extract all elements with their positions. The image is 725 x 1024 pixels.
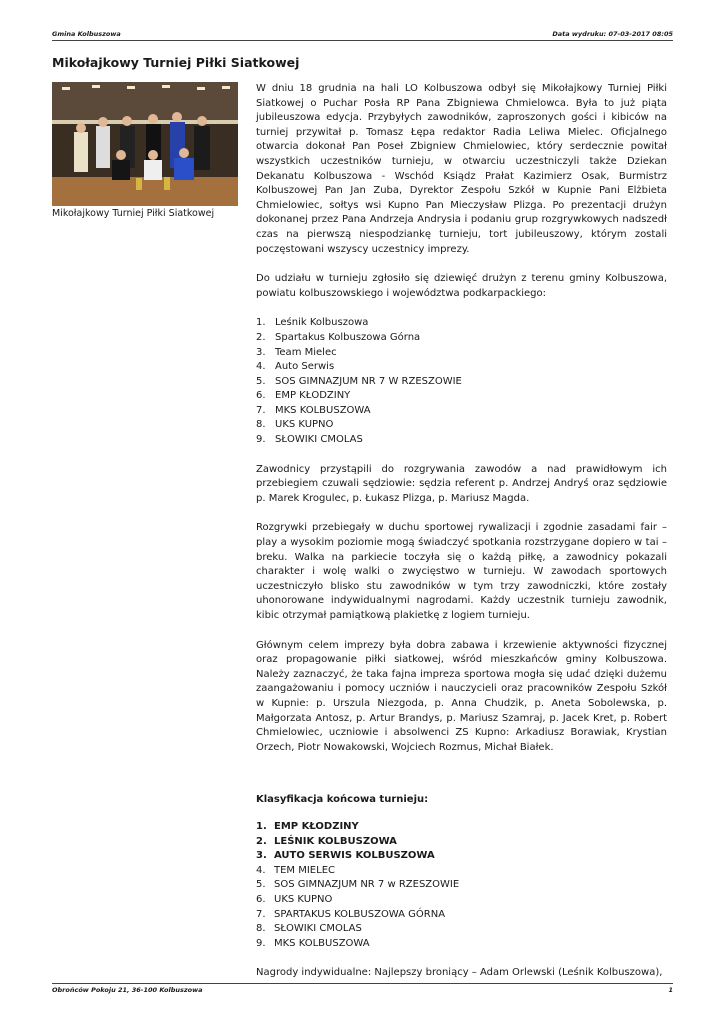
page-footer bbox=[52, 983, 673, 995]
list-item: 3. Team Mielec bbox=[256, 346, 337, 358]
list-item: 9. MKS KOLBUSZOWA bbox=[256, 937, 370, 949]
list-item: 2. LEŚNIK KOLBUSZOWA bbox=[256, 835, 397, 847]
list-item: 4. TEM MIELEC bbox=[256, 864, 336, 876]
classification-heading: Klasyfikacja końcowa turnieju: bbox=[256, 794, 429, 806]
team-photo bbox=[52, 82, 238, 206]
header-org: Gmina Kolbuszowa bbox=[52, 30, 121, 38]
paragraph-referees: Zawodnicy przystąpili do rozgrywania zawodów a nad prawidłowym ich przebiegiem czuwali sędziowie: sędzia referent p. Andrzej Andryś oraz sędziowie p. Marek Krogulec, p. Łukasz Plizga, p. Mariusz Magda. bbox=[256, 463, 667, 504]
list-item: 9. SŁOWIKI CMOLAS bbox=[256, 434, 363, 446]
paragraph-games: Rozgrywki przebiegały w duchu sportowej rywalizacji i zgodnie zasadami fair – play a wysokim poziomie mogą świadczyć spotkania rozstrzygane dopiero w tai – breku. Walka na parkiecie toczyła się o każdą piłkę, a zawodnicy pokazali charakter i wolę walki o zwycięstwo w turnieju. W zawodach sportowych uczestniczyło blisko stu zawodników w tym trzy zawodniczki, które zostały uhonorowane indywidualnymi nagrodami. Każdy uczestnik turnieju zawodnik, kibic otrzymał pamiątkową plakietkę z logiem turnieju. bbox=[256, 522, 667, 621]
page-header bbox=[52, 30, 673, 41]
header-print-date: Data wydruku: 07-03-2017 08:05 bbox=[552, 30, 673, 38]
list-item: 6. EMP KŁODZINY bbox=[256, 390, 351, 402]
teams-list bbox=[256, 316, 667, 447]
photo-caption: Mikołajkowy Turniej Piłki Siatkowej bbox=[52, 208, 215, 219]
list-item: 3. AUTO SERWIS KOLBUSZOWA bbox=[256, 850, 435, 862]
page-number: 1 bbox=[668, 986, 673, 994]
list-item: 8. UKS KUPNO bbox=[256, 419, 334, 431]
ranking-list bbox=[256, 820, 667, 951]
list-item: 8. SŁOWIKI CMOLAS bbox=[256, 923, 362, 935]
list-item: 7. SPARTAKUS KOLBUSZOWA GÓRNA bbox=[256, 908, 446, 920]
list-item: 2. Spartakus Kolbuszowa Górna bbox=[256, 331, 421, 343]
list-item: 1. EMP KŁODZINY bbox=[256, 820, 359, 832]
list-item: 1. Leśnik Kolbuszowa bbox=[256, 317, 369, 329]
footer-address: Obrońców Pokoju 21, 36-100 Kolbuszowa bbox=[52, 986, 203, 994]
paragraph-intro: W dniu 18 grudnia na hali LO Kolbuszowa odbył się Mikołajkowy Turniej Piłki Siatkowej o Puchar Posła RP Pana Zbigniewa Chmielowca. Była to już piąta jubileuszowa edycja. Przybyłych zawodników, zaproszonych gości i kibiców na turniej przywitał p. Tomasz Łępa redaktor Radia Leliwa Mielec. Oficjalnego otwarcia dokonał Pan Poseł Zbigniew Chmielowiec, który serdecznie powitał wszystkich uczestników turnieju, w otwarciu uczestniczyli także Dziekan Dekanatu Kolbuszowa - Wschód Ksiądz Prałat Kazimierz Osak, Burmistrz Kolbuszowej Pan Jan Zuba, Dyrektor Zespołu Szkół w Kupnie Pani Elżbieta Chmielowiec, sołtys wsi Kupno Pan Mieczysław Plizga. Po prezentacji drużyn dokonanej przez Pana Andrzeja Andrysia i podaniu grup rozgrywkowych nadszedł czas na pierwszą niespodziankę turnieju, tort jubileuszowy, którym zostali poczęstowani wszyscy uczestnicy imprezy. bbox=[256, 83, 667, 255]
paragraph-awards: Nagrody indywidualne: Najlepszy broniący – Adam Orlewski (Leśnik Kolbuszowa), bbox=[256, 967, 663, 979]
team-photo-image bbox=[52, 82, 238, 206]
list-item: 4. Auto Serwis bbox=[256, 361, 335, 373]
list-item: 7. MKS KOLBUSZOWA bbox=[256, 404, 371, 416]
list-item: 6. UKS KUPNO bbox=[256, 893, 333, 905]
list-item: 5. SOS GIMNAZJUM NR 7 w RZESZOWIE bbox=[256, 879, 460, 891]
article-title: Mikołajkowy Turniej Piłki Siatkowej bbox=[52, 55, 300, 70]
list-item: 5. SOS GIMNAZJUM NR 7 W RZESZOWIE bbox=[256, 375, 462, 387]
paragraph-teams-intro: Do udziału w turnieju zgłosiło się dziewięć drużyn z terenu gminy Kolbuszowa, powiatu kolbuszowskiego i województwa podkarpackiego: bbox=[256, 273, 667, 299]
paragraph-goal: Głównym celem imprezy była dobra zabawa i krzewienie aktywności fizycznej oraz propagowanie piłki siatkowej, wśród mieszkańców gminy Kolbuszowa. Należy zaznaczyć, że taka fajna impreza sportowa mogła się udać dzięki dużemu zaangażowaniu i pomocy uczniów i nauczycieli oraz pracowników Zespołu Szkół w Kupnie: p. Urszula Niezgoda, p. Anna Chudzik, p. Aneta Sobolewska, p. Małgorzata Antosz, p. Artur Brandys, p. Mariusz Szamraj, p. Jacek Kret, p. Robert Chmielowiec, uczniowie i absolwenci ZS Kupno: Arkadiusz Borawiak, Krystian Orzech, Piotr Nowakowski, Wojciech Rozmus, Michał Białek. bbox=[256, 639, 667, 753]
article-body bbox=[256, 82, 667, 996]
